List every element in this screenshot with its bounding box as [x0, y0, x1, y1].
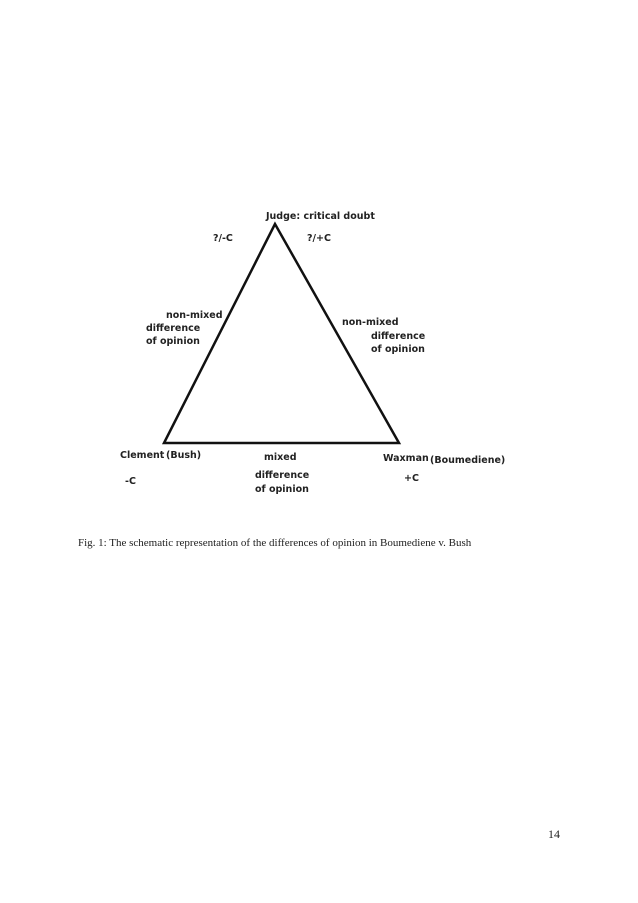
left-side-line-3: of opinion [146, 336, 200, 347]
bush-party-label: (Bush) [166, 450, 202, 461]
clement-vertex-label: Clement [120, 450, 165, 461]
plus-c-mark: +C [404, 473, 419, 484]
bottom-side-line-3: of opinion [255, 484, 309, 495]
waxman-vertex-label: Waxman [383, 453, 429, 464]
right-side-line-3: of opinion [371, 344, 425, 355]
right-side-line-1: non-mixed [342, 317, 399, 328]
bottom-side-line-2: difference [255, 470, 310, 481]
judge-vertex-label: Judge: critical doubt [266, 211, 375, 222]
figure-caption: Fig. 1: The schematic representation of the differences of opinion in Boumediene v. Bush [78, 537, 472, 549]
boumediene-party-label: (Boumediene) [430, 455, 506, 466]
page-number: 14 [548, 827, 560, 841]
top-right-mark: ?/+C [307, 233, 331, 244]
left-side-line-1: non-mixed [166, 310, 223, 321]
minus-c-mark: -C [125, 476, 136, 487]
right-side-line-2: difference [371, 331, 426, 342]
left-side-line-2: difference [146, 323, 201, 334]
top-left-mark: ?/-C [213, 233, 233, 244]
bottom-side-line-1: mixed [264, 452, 297, 463]
